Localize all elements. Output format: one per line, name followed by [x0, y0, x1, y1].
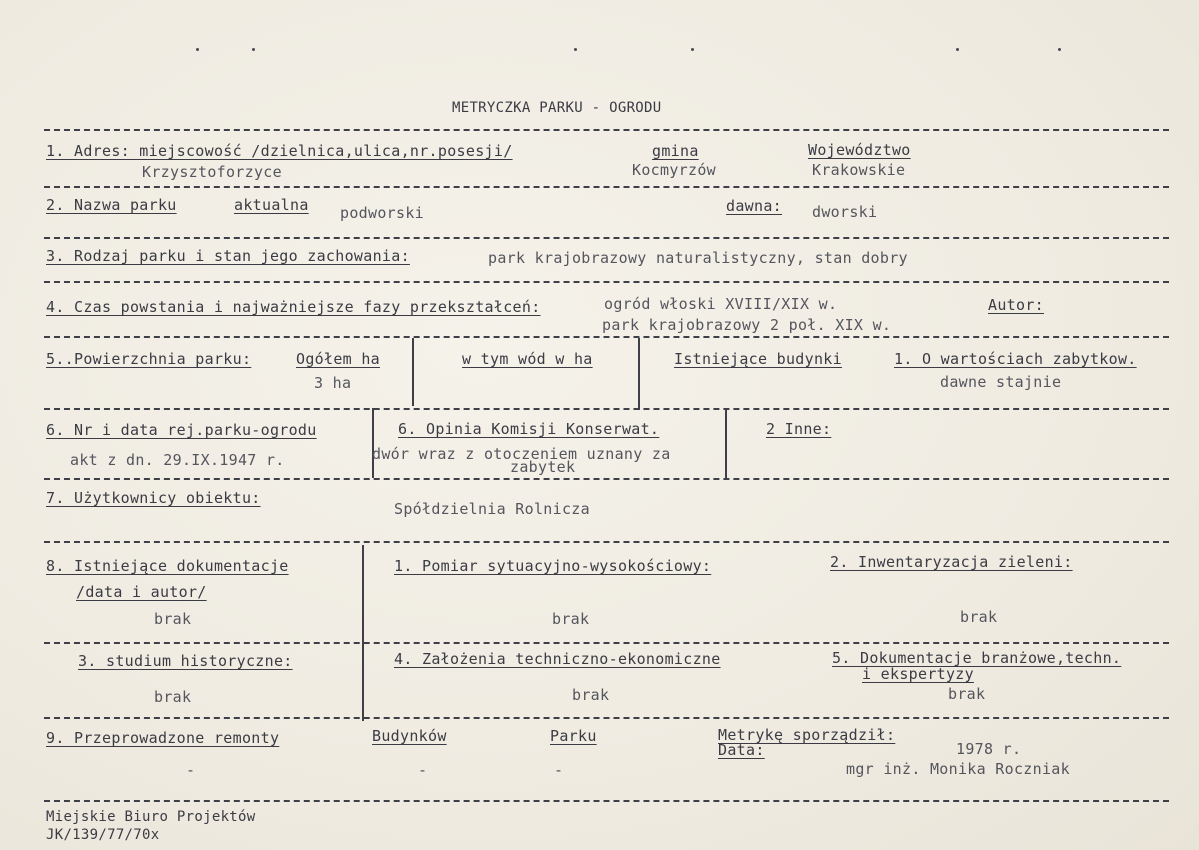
conservator-opinion-value-1: dwór wraz z otoczeniem uznany za: [372, 445, 671, 463]
punch-mark: [691, 48, 694, 51]
heritage-buildings-label: 1. O wartościach zabytkow.: [894, 350, 1137, 368]
historical-study-value: brak: [154, 688, 192, 706]
heritage-buildings-value: dawne stajnie: [940, 373, 1062, 391]
prepared-by-label: Metrykę sporządził:: [718, 726, 896, 744]
divider: [44, 336, 1169, 338]
column-rule: [412, 338, 414, 406]
documentation-label: 8. Istniejące dokumentacje: [46, 557, 289, 575]
conservator-opinion-value-2: zabytek: [510, 458, 576, 476]
punch-mark: [1058, 48, 1061, 51]
total-area-label: Ogółem ha: [296, 350, 380, 368]
column-rule: [725, 408, 727, 478]
users-label: 7. Użytkownicy obiektu:: [46, 489, 261, 507]
other-label: 2 Inne:: [766, 420, 832, 438]
users-value: Spółdzielnia Rolnicza: [394, 500, 590, 518]
divider: [44, 717, 1169, 719]
gmina-label: gmina: [652, 142, 699, 160]
date-value: 1978 r.: [956, 740, 1022, 758]
address-value: Krzysztoforzyce: [142, 163, 282, 181]
punch-mark: [956, 48, 959, 51]
divider: [44, 281, 1169, 283]
registration-value: akt z dn. 29.IX.1947 r.: [70, 451, 285, 469]
former-name-label: dawna:: [726, 197, 782, 215]
documentation-sublabel: /data i autor/: [76, 583, 207, 601]
history-label: 4. Czas powstania i najważniejsze fazy przekształceń:: [46, 298, 541, 316]
punch-mark: [196, 48, 199, 51]
technical-assumptions-value: brak: [572, 686, 610, 704]
park-type-label: 3. Rodzaj parku i stan jego zachowania:: [46, 247, 410, 265]
voivodeship-value: Krakowskie: [812, 161, 906, 179]
documentation-value: brak: [154, 610, 192, 628]
current-name-value: podworski: [340, 204, 424, 222]
reference-code: JK/139/77/70x: [46, 827, 160, 843]
park-name-label: 2. Nazwa parku: [46, 196, 177, 214]
total-area-value: 3 ha: [314, 374, 352, 392]
industry-docs-label: 5. Dokumentacje branżowe,techn.: [832, 649, 1122, 667]
survey-label: 1. Pomiar sytuacyjno-wysokościowy:: [394, 557, 712, 575]
prepared-by-value: mgr inż. Monika Roczniak: [846, 760, 1070, 778]
park-type-value: park krajobrazowy naturalistyczny, stan dobry: [488, 249, 908, 267]
column-rule: [372, 408, 374, 478]
divider: [44, 129, 1169, 131]
current-name-label: aktualna: [234, 196, 309, 214]
repairs-value: -: [186, 761, 196, 779]
water-area-label: w tym wód w ha: [462, 350, 593, 368]
park-repairs-value: -: [554, 761, 564, 779]
divider: [44, 541, 1169, 543]
divider: [44, 237, 1169, 239]
survey-value: brak: [552, 610, 590, 628]
conservator-opinion-label: 6. Opinia Komisji Konserwat.: [398, 420, 660, 438]
punch-mark: [574, 48, 577, 51]
divider: [44, 186, 1169, 188]
area-label: 5..Powierzchnia parku:: [46, 350, 252, 368]
historical-study-label: 3. studium historyczne:: [78, 652, 293, 670]
document-title: METRYCZKA PARKU - OGRODU: [452, 100, 662, 116]
divider: [44, 800, 1169, 802]
former-name-value: dworski: [812, 203, 878, 221]
park-repairs-label: Parku: [550, 727, 597, 745]
repairs-label: 9. Przeprowadzone remonty: [46, 729, 280, 747]
gmina-value: Kocmyrzów: [632, 161, 716, 179]
greenery-inventory-value: brak: [960, 608, 998, 626]
technical-assumptions-label: 4. Założenia techniczno-ekonomiczne: [394, 650, 721, 668]
divider: [44, 478, 1169, 480]
address-label: 1. Adres: miejscowość /dzielnica,ulica,nr.posesji/: [46, 142, 513, 160]
office-name: Miejskie Biuro Projektów: [46, 809, 256, 825]
industry-docs-sublabel: i ekspertyzy: [862, 665, 974, 683]
greenery-inventory-label: 2. Inwentaryzacja zieleni:: [830, 553, 1073, 571]
buildings-repairs-value: -: [418, 761, 428, 779]
registration-label: 6. Nr i data rej.parku-ogrodu: [46, 421, 317, 439]
buildings-label: Istniejące budynki: [674, 350, 842, 368]
column-rule: [362, 545, 364, 721]
industry-docs-value: brak: [948, 685, 986, 703]
history-value-1: ogród włoski XVIII/XIX w.: [604, 295, 838, 313]
voivodeship-label: Województwo: [808, 141, 911, 159]
author-label: Autor:: [988, 296, 1044, 314]
buildings-repairs-label: Budynków: [372, 727, 447, 745]
divider: [44, 642, 1169, 644]
punch-mark: [252, 48, 255, 51]
column-rule: [638, 338, 640, 410]
history-value-2: park krajobrazowy 2 poł. XIX w.: [602, 316, 892, 334]
divider: [44, 408, 1169, 410]
date-label: Data:: [718, 741, 765, 759]
